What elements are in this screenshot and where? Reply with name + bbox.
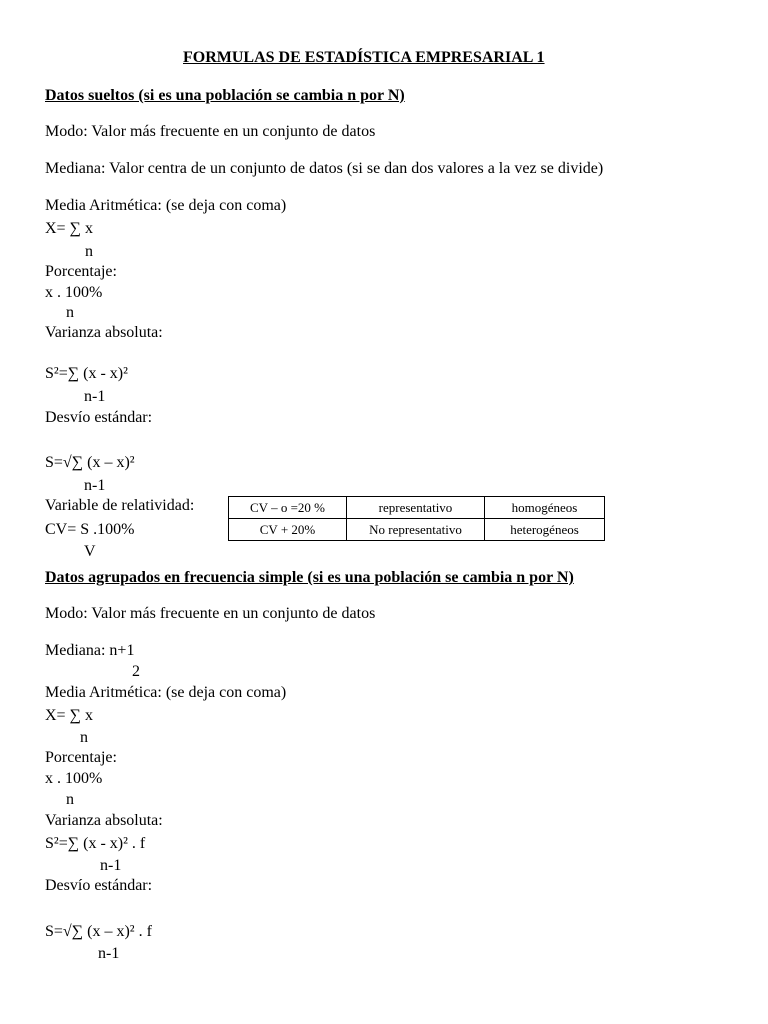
page-title: FORMULAS DE ESTADÍSTICA EMPRESARIAL 1 bbox=[183, 49, 545, 66]
section1-mediana: Mediana: Valor centra de un conjunto de datos (si se dan dos valores a la vez se divide) bbox=[45, 160, 604, 177]
section1-media-formula: X= ∑ x bbox=[45, 220, 93, 237]
section1-desvio-formula: S=√∑ (x – x)² bbox=[45, 454, 135, 471]
table-cell: homogéneos bbox=[485, 497, 605, 519]
section2-heading: Datos agrupados en frecuencia simple (si es una población se cambia n por N) bbox=[45, 569, 574, 586]
table-row bbox=[229, 497, 605, 519]
section1-media-label: Media Aritmética: (se deja con coma) bbox=[45, 197, 287, 214]
table-row bbox=[229, 519, 605, 541]
table-cell: CV – o =20 % bbox=[229, 497, 347, 519]
section1-desvio-denominator: n-1 bbox=[84, 477, 106, 494]
section2-media-denominator: n bbox=[80, 729, 88, 746]
table-cell: representativo bbox=[347, 497, 485, 519]
section1-porcentaje-label: Porcentaje: bbox=[45, 263, 117, 280]
section2-mediana-formula: Mediana: n+1 bbox=[45, 642, 135, 659]
section1-desvio-label: Desvío estándar: bbox=[45, 409, 153, 426]
section2-modo: Modo: Valor más frecuente en un conjunto de datos bbox=[45, 605, 376, 622]
section1-cv-denominator: V bbox=[84, 543, 96, 560]
section2-varianza-formula: S²=∑ (x - x)² . f bbox=[45, 835, 146, 852]
section1-varianza-denominator: n-1 bbox=[84, 388, 106, 405]
section2-desvio-label: Desvío estándar: bbox=[45, 877, 153, 894]
table-cell: CV + 20% bbox=[229, 519, 347, 541]
section1-heading: Datos sueltos (si es una población se cambia n por N) bbox=[45, 87, 405, 104]
section1-porcentaje-formula: x . 100% bbox=[45, 284, 103, 301]
section2-porcentaje-denominator: n bbox=[66, 791, 74, 808]
table-cell: heterogéneos bbox=[485, 519, 605, 541]
section2-mediana-denominator: 2 bbox=[132, 663, 140, 680]
section2-media-formula: X= ∑ x bbox=[45, 707, 93, 724]
section1-modo: Modo: Valor más frecuente en un conjunto de datos bbox=[45, 123, 376, 140]
cv-table bbox=[228, 496, 605, 541]
section2-desvio-denominator: n-1 bbox=[98, 945, 120, 962]
section1-cv-formula: CV= S .100% bbox=[45, 521, 135, 538]
section1-relatividad-label: Variable de relatividad: bbox=[45, 497, 195, 514]
section2-varianza-denominator: n-1 bbox=[100, 857, 122, 874]
section2-porcentaje-label: Porcentaje: bbox=[45, 749, 117, 766]
section2-porcentaje-formula: x . 100% bbox=[45, 770, 103, 787]
section2-desvio-formula: S=√∑ (x – x)² . f bbox=[45, 923, 152, 940]
section1-porcentaje-denominator: n bbox=[66, 304, 74, 321]
section2-varianza-label: Varianza absoluta: bbox=[45, 812, 163, 829]
section2-media-label: Media Aritmética: (se deja con coma) bbox=[45, 684, 287, 701]
section1-varianza-label: Varianza absoluta: bbox=[45, 324, 163, 341]
table-cell: No representativo bbox=[347, 519, 485, 541]
section1-media-denominator: n bbox=[85, 243, 93, 260]
section1-varianza-formula: S²=∑ (x - x)² bbox=[45, 365, 128, 382]
